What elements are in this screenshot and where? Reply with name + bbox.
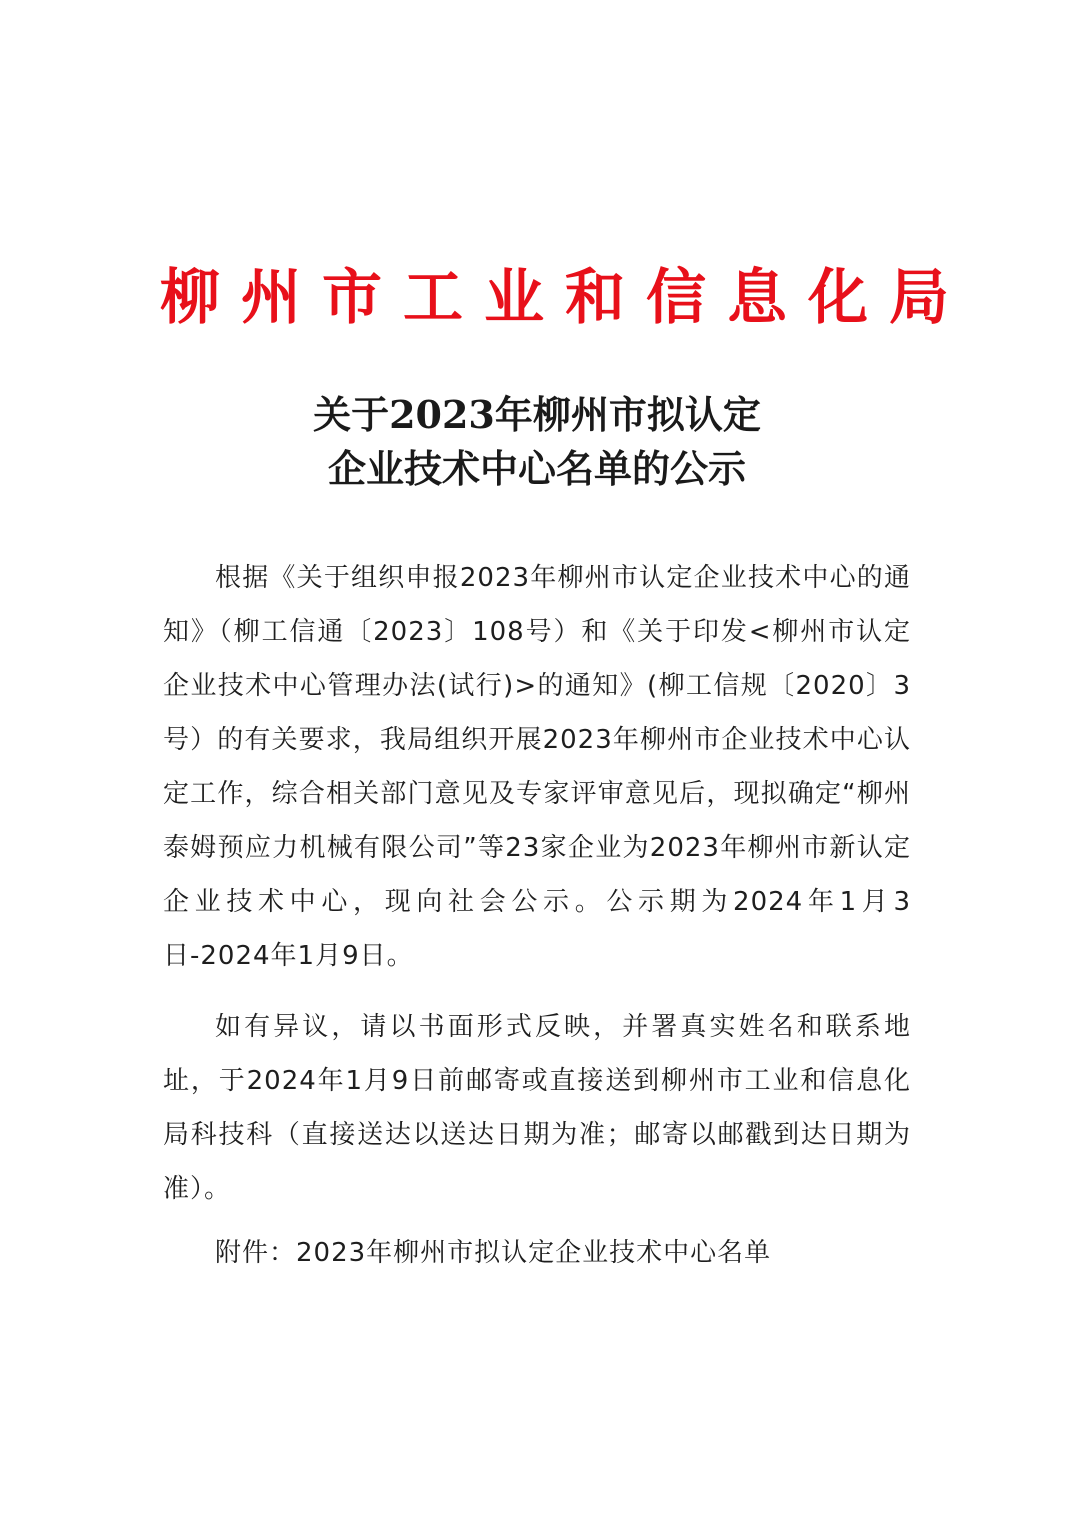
body-paragraph-objection: 如有异议，请以书面形式反映，并署真实姓名和联系地址，于2024年1月9日前邮寄或直接送到柳州市工业和信息化局科技科（直接送达以送达日期为准；邮寄以邮戳到达日期为准）。 (163, 1012, 911, 1204)
attachment-line: 附件：2023年柳州市拟认定企业技术中心名单 (215, 1238, 772, 1268)
document-title-line-2: 企业技术中心名单的公示 (327, 446, 746, 491)
issuing-organization-header: 柳州市工业和信息化局 (160, 263, 970, 333)
body-paragraph-notice: 根据《关于组织申报2023年柳州市认定企业技术中心的通知》（柳工信通〔2023〕108号）和《关于印发<柳州市认定企业技术中心管理办法(试行)>的通知》(柳工信规〔2020〕3号）的有关要求，我局组织开展2023年柳州市企业技术中心认定工作，综合相关部门意见及专家评审意见后，现拟确定“柳州泰姆预应力机械有限公司”等23家企业为2023年柳州市新认定企业技术中心，现向社会公示。公示期为2024年1月3日-2024年1月9日。 (163, 563, 911, 971)
document-title-line-1: 关于2023年柳州市拟认定 (313, 392, 761, 437)
document-title (160, 388, 914, 496)
